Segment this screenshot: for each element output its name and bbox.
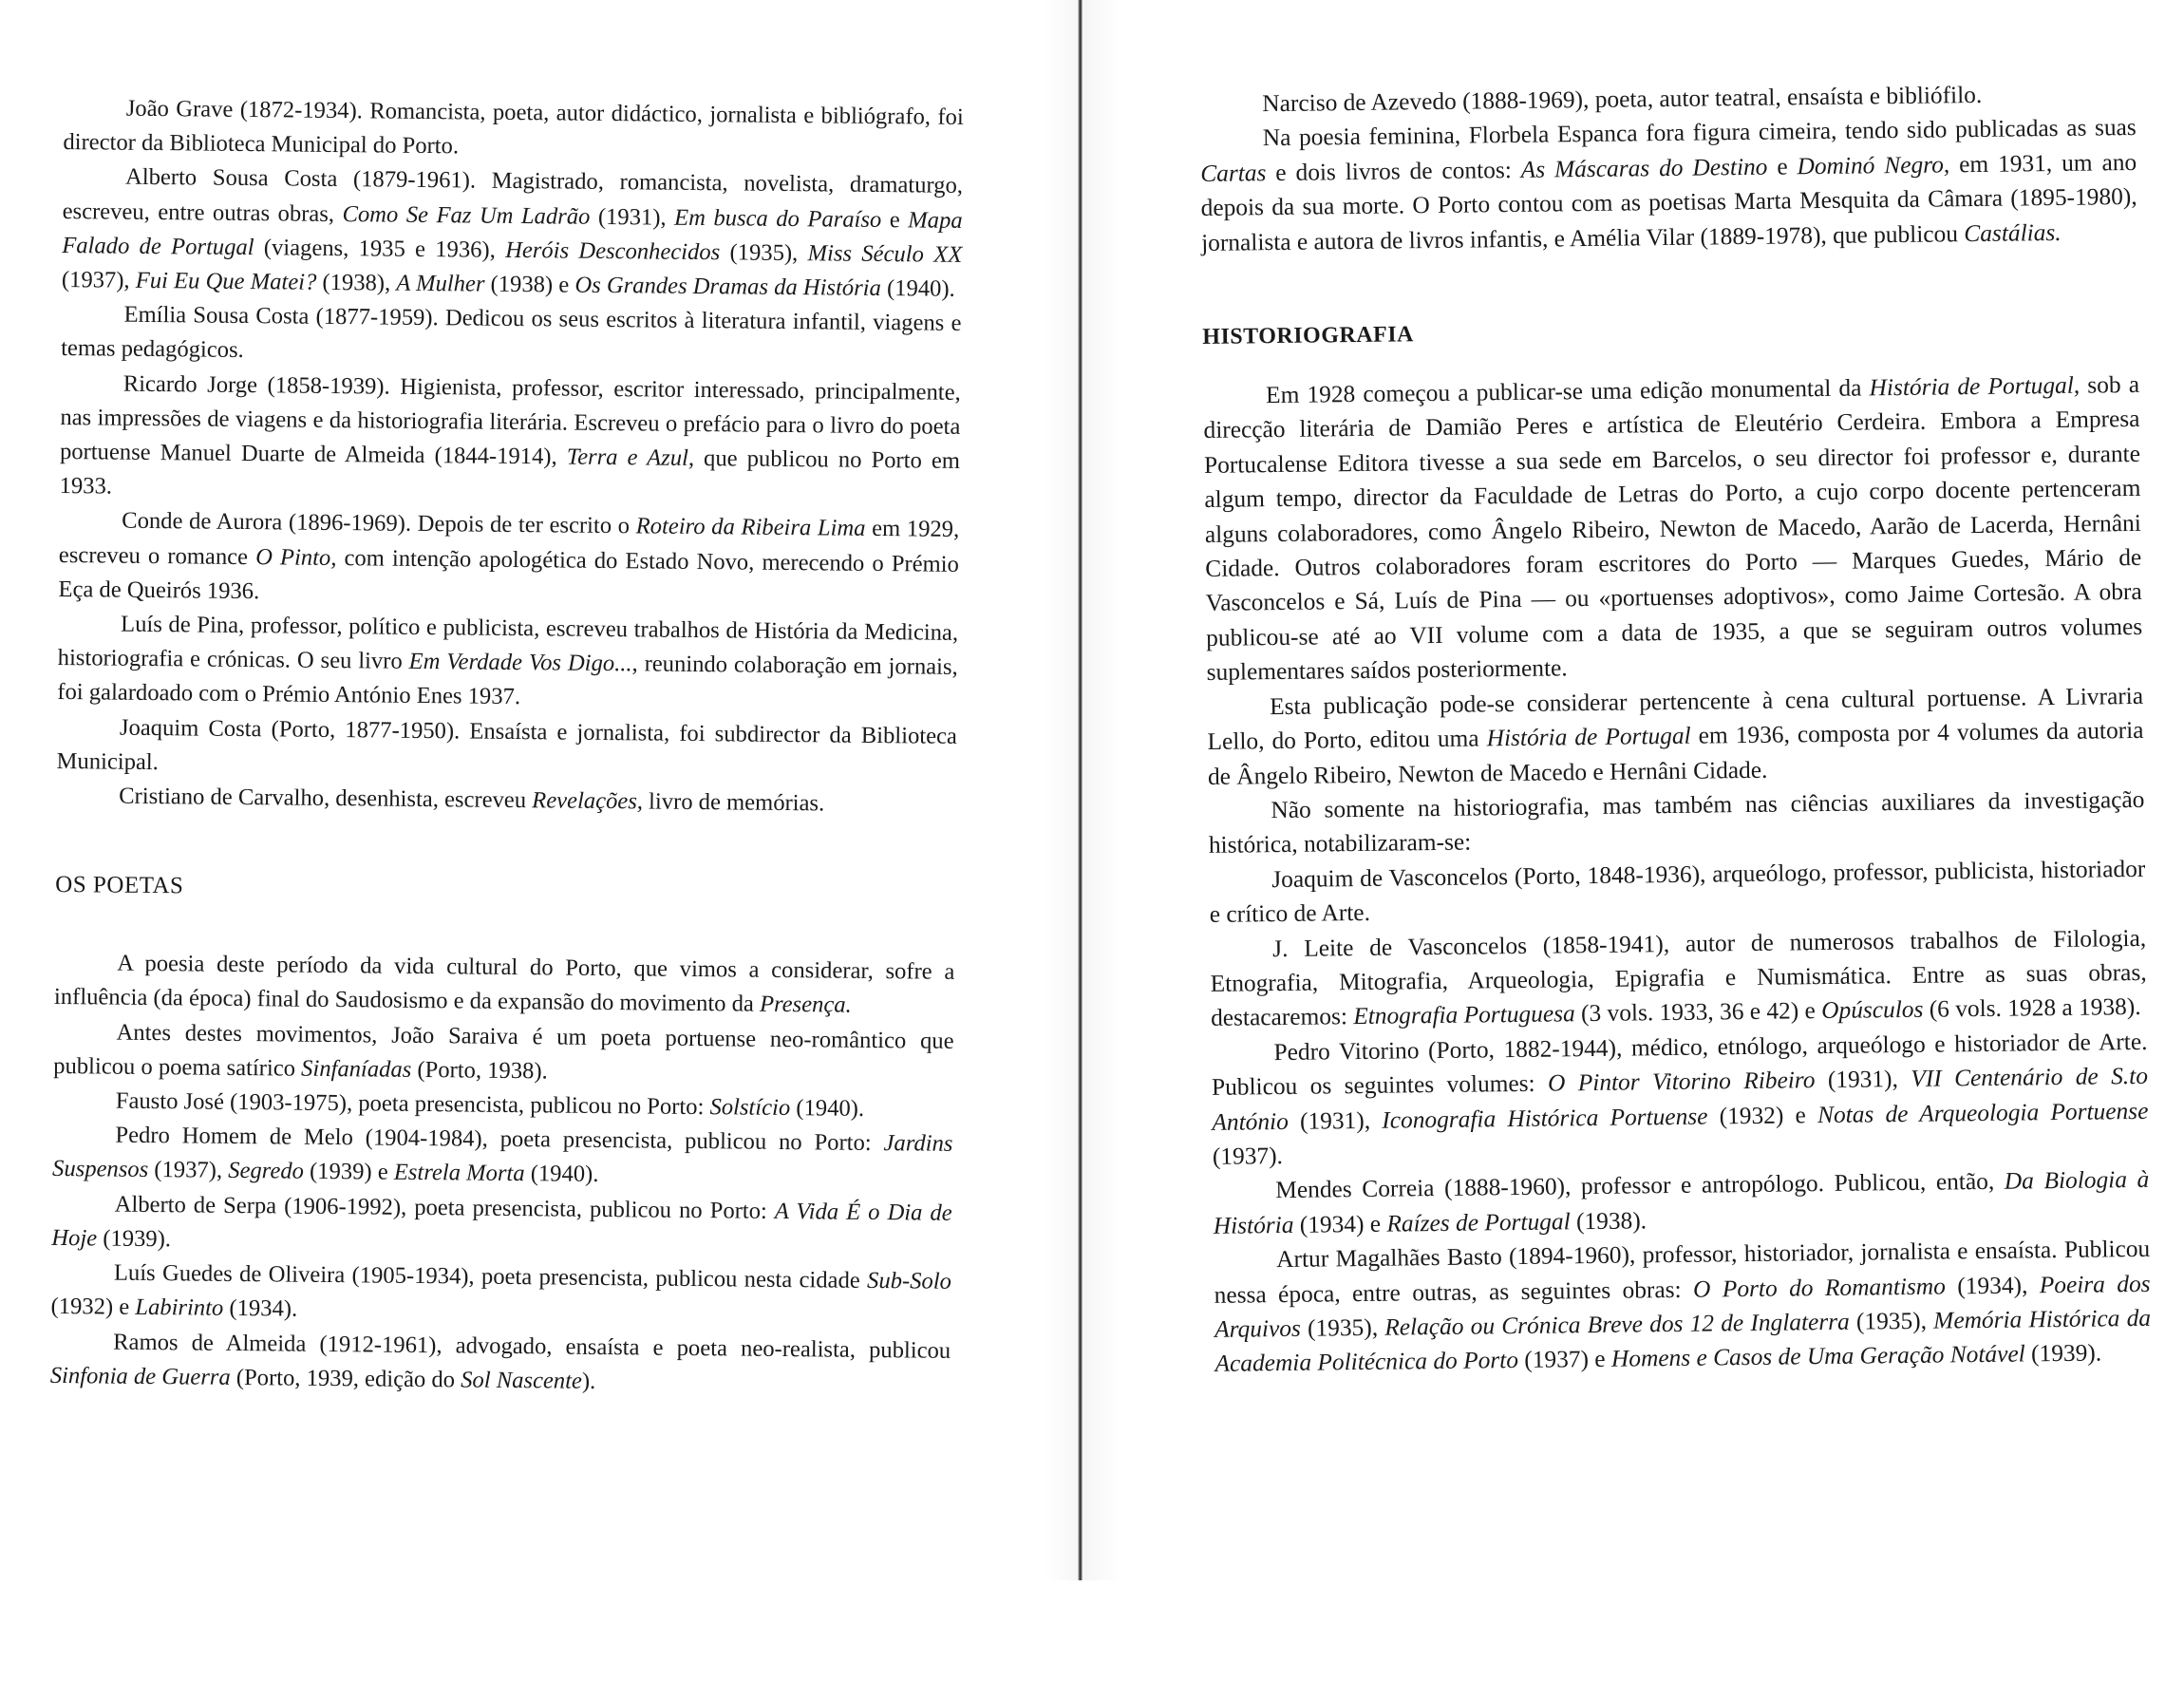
paragraph: Alberto de Serpa (1906-1992), poeta presencista, publicou no Porto: A Vida É o Dia de Hoje (1939). — [51, 1191, 952, 1253]
italic-title: O Pintor Vitorino Ribeiro — [1547, 1067, 1816, 1097]
italic-title: A Mulher — [396, 270, 485, 297]
right-page-top-text — [1199, 76, 2137, 260]
paragraph: J. Leite de Vasconcelos (1858-1941), autor de numerosos trabalhos de Filologia, Etnografia, Mitografia, Arqueologia, Epigrafia e Numismática. Entre as suas obras, destacaremos: Etnografia Portuguesa (3 vols. 1933, 36 e 42) e Opúsculos (6 vols. 1928 a 1938). — [1210, 924, 2147, 1032]
paragraph: Conde de Aurora (1896-1969). Depois de ter escrito o Roteiro da Ribeira Lima em 1929, escreveu o romance O Pinto, com intenção apologética do Estado Novo, merecendo o Prémio Eça de Queirós 1936. — [58, 508, 960, 605]
italic-title: Sub-Solo — [866, 1268, 952, 1294]
italic-title: Miss Século XX — [807, 240, 963, 268]
italic-title: Labirinto — [135, 1294, 224, 1322]
paragraph: Narciso de Azevedo (1888-1969), poeta, autor teatral, ensaísta e bibliófilo. — [1262, 81, 1983, 118]
italic-title: Roteiro da Ribeira Lima — [635, 513, 866, 542]
paragraph: Joaquim de Vasconcelos (Porto, 1848-1936), arqueólogo, professor, publicista, historiador e crítico de Arte. — [1209, 855, 2146, 929]
paragraph: Ricardo Jorge (1858-1939). Higienista, professor, escritor interessado, principalmente, nas impressões de viagens e da historiografia literária. Escreveu o prefácio para o livro do poeta portuense Manuel Duarte de Almeida (1844-1914), Terra e Azul, que publicou no Porto em 1933. — [59, 370, 961, 500]
italic-title: Mapa Falado de Portugal — [62, 206, 963, 260]
paragraph: Pedro Homem de Melo (1904-1984), poeta presencista, publicou no Porto: Jardins Suspensos (1937), Segredo (1939) e Estrela Morta (1940). — [51, 1122, 953, 1188]
paragraph: João Grave (1872-1934). Romancista, poeta, autor didáctico, jornalista e bibliógrafo, foi director da Biblioteca Municipal do Porto. — [63, 95, 964, 160]
paragraph: Cristiano de Carvalho, desenhista, escreveu Revelações, livro de memórias. — [119, 783, 825, 817]
italic-title: Presença. — [759, 992, 852, 1019]
italic-title: Raízes de Portugal — [1386, 1208, 1571, 1237]
italic-title: Fui Eu Que Matei? — [135, 267, 317, 295]
italic-title: Cartas — [1200, 159, 1267, 187]
italic-title: Poeira dos Arquivos — [1214, 1270, 2151, 1343]
italic-title: O Porto do Romantismo — [1692, 1273, 1947, 1303]
italic-title: Dominó Negro, — [1797, 151, 1950, 180]
italic-title: Como Se Faz Um Ladrão — [342, 200, 591, 230]
paragraph: Mendes Correia (1888-1960), professor e antropólogo. Publicou, então, Da Biologia à História (1934) e Raízes de Portugal (1938). — [1213, 1166, 2150, 1239]
italic-title: Relação ou Crónica Breve dos 12 de Inglaterra — [1384, 1308, 1850, 1341]
italic-title: História de Portugal, — [1869, 371, 2080, 402]
italic-title: Segredo — [228, 1158, 305, 1185]
italic-title: Sinfaníadas — [300, 1055, 412, 1083]
paragraph: Não somente na historiografia, mas também nas ciências auxiliares da investigação histórica, notabilizaram-se: — [1208, 785, 2145, 859]
book-spine — [1078, 0, 1083, 1580]
italic-title: VII Centenário de S.to António — [1212, 1063, 2149, 1136]
italic-title: A Vida É o Dia de Hoje — [51, 1198, 952, 1252]
paragraph: Emília Sousa Costa (1877-1959). Dedicou os seus escritos à literatura infantil, viagens e temas pedagógicos. — [61, 301, 962, 364]
paragraph: Esta publicação pode-se considerar pertencente à cena cultural portuense. A Livraria Lello, do Porto, editou uma História de Portugal em 1936, composta por 4 volumes da autoria de Ângelo Ribeiro, Newton de Macedo e Hernâni Cidade. — [1207, 682, 2144, 790]
italic-title: Sol Nascente — [461, 1367, 583, 1394]
italic-title: Castálias. — [1964, 218, 2062, 247]
right-page-bottom-text — [1203, 368, 2152, 1382]
paragraph: Ramos de Almeida (1912-1961), advogado, ensaísta e poeta neo-realista, publicou Sinfonia de Guerra (Porto, 1939, edição do Sol Nascente). — [49, 1329, 951, 1394]
left-page-bottom-text — [50, 946, 955, 1403]
italic-title: Da Biologia à História — [1213, 1166, 2150, 1239]
italic-title: Etnografia Portuguesa — [1353, 1000, 1575, 1030]
italic-title: O Pinto, — [255, 543, 337, 571]
italic-title: Os Grandes Dramas da História — [574, 272, 882, 302]
italic-title: Iconografia Histórica Portuense — [1382, 1103, 1708, 1134]
italic-title: Solstício — [709, 1094, 791, 1122]
paragraph: Antes destes movimentos, João Saraiva é um poeta portuense neo-romântico que publicou o poema satírico Sinfaníadas (Porto, 1938). — [53, 1019, 954, 1085]
paragraph: Joaquim Costa (Porto, 1877-1950). Ensaísta e jornalista, foi subdirector da Biblioteca Municipal. — [56, 714, 958, 775]
left-page — [47, 0, 965, 1681]
italic-title: Em busca do Paraíso — [673, 204, 882, 233]
italic-title: Memória Histórica da Academia Politécnica do Porto — [1214, 1304, 2152, 1378]
italic-title: Sinfonia de Guerra — [49, 1362, 231, 1390]
italic-title: Em Verdade Vos Digo... — [408, 649, 632, 677]
italic-title: Opúsculos — [1821, 996, 1924, 1025]
italic-title: Notas de Arqueologia Portuense — [1817, 1097, 2149, 1128]
italic-title: Heróis Desconhecidos — [505, 236, 721, 266]
paragraph: Luís Guedes de Oliveira (1905-1934), poeta presencista, publicou nesta cidade Sub-Solo (1932) e Labirinto (1934). — [50, 1259, 952, 1322]
italic-title: Estrela Morta — [393, 1160, 525, 1187]
paragraph: A poesia deste período da vida cultural do Porto, que vimos a considerar, sofre a influência (da época) final do Saudosismo e da expansão do movimento da Presença. — [53, 950, 955, 1019]
italic-title: Terra e Azul, — [566, 444, 695, 472]
section-heading-historiografia: HISTORIOGRAFIA — [1202, 322, 1415, 350]
italic-title: As Máscaras do Destino — [1520, 153, 1768, 183]
paragraph: Pedro Vitorino (Porto, 1882-1944), médico, etnólogo, arqueólogo e historiador de Arte. Publicou os seguintes volumes: O Pintor Vitorino Ribeiro (1931), VII Centenário de S.to António (1931), Iconografia Histórica Portuense (1932) e Notas de Arqueologia Portuense (1937). — [1211, 1028, 2149, 1170]
book-gutter-shadow — [1045, 0, 1120, 1580]
italic-title: Homens e Casos de Uma Geração Notável — [1610, 1340, 2025, 1373]
paragraph: Alberto Sousa Costa (1879-1961). Magistrado, romancista, novelista, dramaturgo, escreveu, entre outras obras, Como Se Faz Um Ladrão (1931), Em busca do Paraíso e Mapa Falado de Portugal (viagens, 1935 e 1936), Heróis Desconhecidos (1935), Miss Século XX (1937), Fui Eu Que Matei? (1938), A Mulher (1938) e Os Grandes Dramas da História (1940). — [61, 164, 964, 302]
left-page-top-text — [56, 91, 964, 822]
paragraph: Luís de Pina, professor, político e publicista, escreveu trabalhos de História da Medicina, historiografia e crónicas. O seu livro Em Verdade Vos Digo..., reunindo colaboração em jornais, foi galardoado com o Prémio António Enes 1937. — [57, 611, 959, 710]
paragraph: Em 1928 começou a publicar-se uma edição monumental da História de Portugal, sob a direcção literária de Damião Peres e artística de Eleutério Cerdeira. Embora a Empresa Portucalense Editora tivesse a sua sede em Barcelos, o seu director foi professor e, durante algum tempo, director da Faculdade de Letras do Porto, a cujo corpo docente pertenceram alguns colaboradores, como Ângelo Ribeiro, Newton de Macedo, Aarão de Lacerda, Hernâni Cidade. Outros colaboradores foram escritores do Porto — Marques Guedes, Mário de Vasconcelos e Sá, Luís de Pina — ou «portuenses adoptivos», como Jaime Cortesão. A obra publicou-se até ao VII volume com a data de 1935, a que se seguiram outros volumes suplementares saídos posteriormente. — [1203, 370, 2143, 687]
section-heading-os-poetas: OS POETAS — [55, 872, 184, 899]
paragraph: Fausto José (1903-1975), poeta presencista, publicou no Porto: Solstício (1940). — [115, 1087, 865, 1122]
paragraph: Artur Magalhães Basto (1894-1960), professor, historiador, jornalista e ensaísta. Publicou nessa época, entre outras, as seguintes obras: O Porto do Romantismo (1934), Poeira dos Arquivos (1935), Relação ou Crónica Breve dos 12 de Inglaterra (1935), Memória Histórica da Academia Politécnica do Porto (1937) e Homens e Casos de Uma Geração Notável (1939). — [1214, 1236, 2152, 1378]
italic-title: Jardins Suspensos — [51, 1130, 953, 1183]
paragraph: Na poesia feminina, Florbela Espanca fora figura cimeira, tendo sido publicadas as suas Cartas e dois livros de contos: As Máscaras do Destino e Dominó Negro, em 1931, um ano depois da sua morte. O Porto contou com as poetisas Marta Mesquita da Câmara (1895-1980), jornalista e autora de livros infantis, e Amélia Vilar (1889-1978), que publicou Castálias. — [1200, 114, 2137, 256]
italic-title: Revelações, — [532, 787, 644, 815]
right-page — [1198, 0, 2155, 1668]
italic-title: História de Portugal — [1486, 722, 1691, 752]
